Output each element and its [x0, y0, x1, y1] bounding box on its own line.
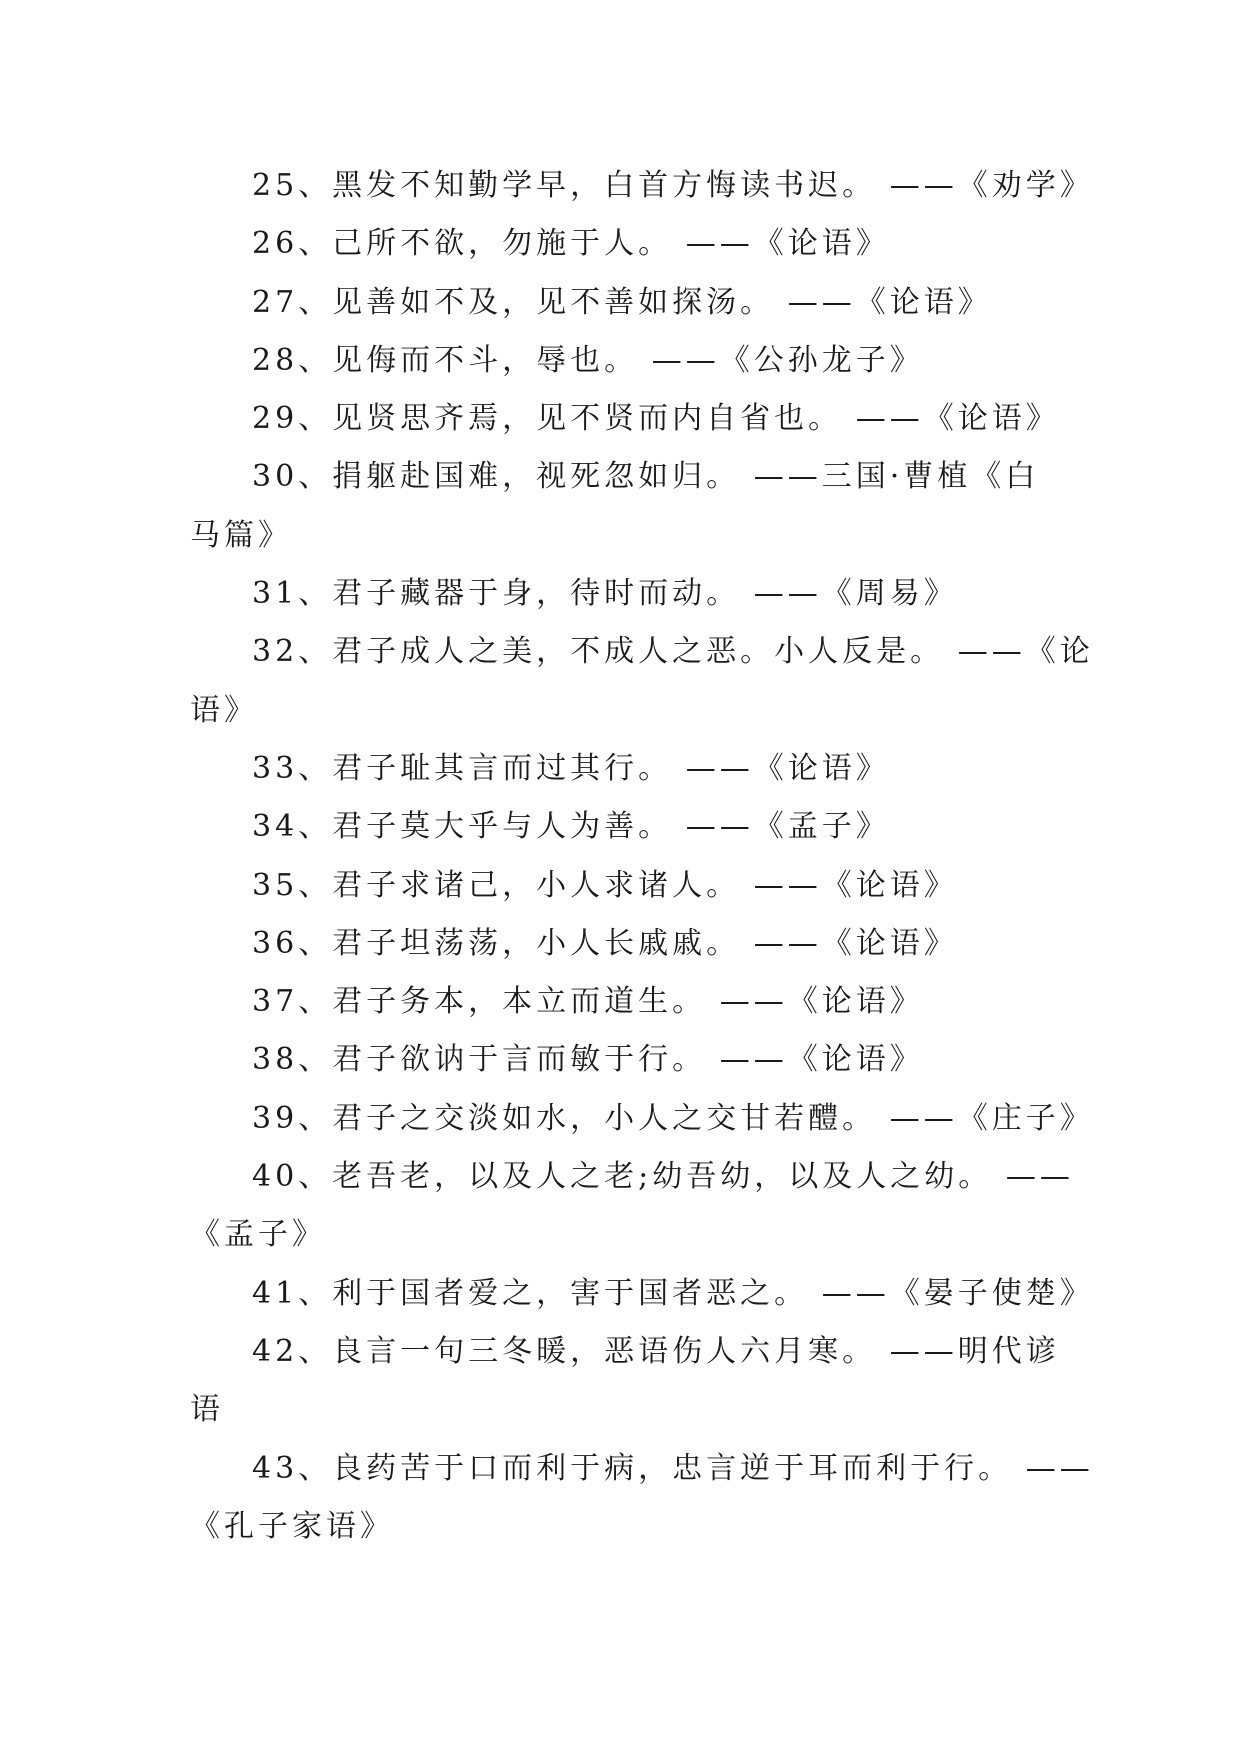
quote-line: 38、君子欲讷于言而敏于行。 ——《论语》: [252, 1042, 924, 1078]
quote-line: 41、利于国者爱之，害于国者恶之。 ——《晏子使楚》: [252, 1275, 1094, 1311]
quote-line: 43、良药苦于口而利于病，忠言逆于耳而利于行。 ——: [252, 1450, 1094, 1486]
quote-line: 35、君子求诸己，小人求诸人。 ——《论语》: [252, 867, 958, 903]
quote-line: 40、老吾老，以及人之老;幼吾幼，以及人之幼。 ——: [252, 1159, 1074, 1195]
quote-line: 27、见善如不及，见不善如探汤。 ——《论语》: [252, 284, 992, 320]
quote-line: 33、君子耻其言而过其行。 ——《论语》: [252, 750, 890, 786]
quote-list: [190, 157, 1094, 1556]
quote-line: 31、君子藏器于身，待时而动。 ——《周易》: [252, 576, 958, 612]
quote-line: 32、君子成人之美，不成人之恶。小人反是。 ——《论: [252, 634, 1094, 670]
quote-line-continuation: 马篇》: [190, 517, 292, 553]
quote-line-continuation: 《孟子》: [190, 1217, 326, 1253]
quote-line: 37、君子务本，本立而道生。 ——《论语》: [252, 984, 924, 1020]
quote-line: 34、君子莫大乎与人为善。 ——《孟子》: [252, 809, 890, 845]
quote-line: 28、见侮而不斗，辱也。 ——《公孙龙子》: [252, 342, 924, 378]
quote-line-continuation: 语》: [190, 692, 258, 728]
quote-line: 29、见贤思齐焉，见不贤而内自省也。 ——《论语》: [252, 401, 1060, 437]
quote-line: 25、黑发不知勤学早，白首方悔读书迟。 ——《劝学》: [252, 168, 1094, 203]
quote-line: 42、良言一句三冬暖，恶语伤人六月寒。 ——明代谚: [252, 1333, 1060, 1369]
quote-line: 39、君子之交淡如水，小人之交甘若醴。 ——《庄子》: [252, 1100, 1094, 1136]
quote-line: 30、捐躯赴国难，视死忽如归。 ——三国·曹植《白: [252, 459, 1040, 495]
quote-line-continuation: 语: [190, 1392, 224, 1428]
quote-line: 36、君子坦荡荡，小人长戚戚。 ——《论语》: [252, 925, 958, 961]
quote-line-continuation: 《孔子家语》: [190, 1508, 394, 1544]
quote-line: 26、己所不欲，勿施于人。 ——《论语》: [252, 226, 890, 262]
